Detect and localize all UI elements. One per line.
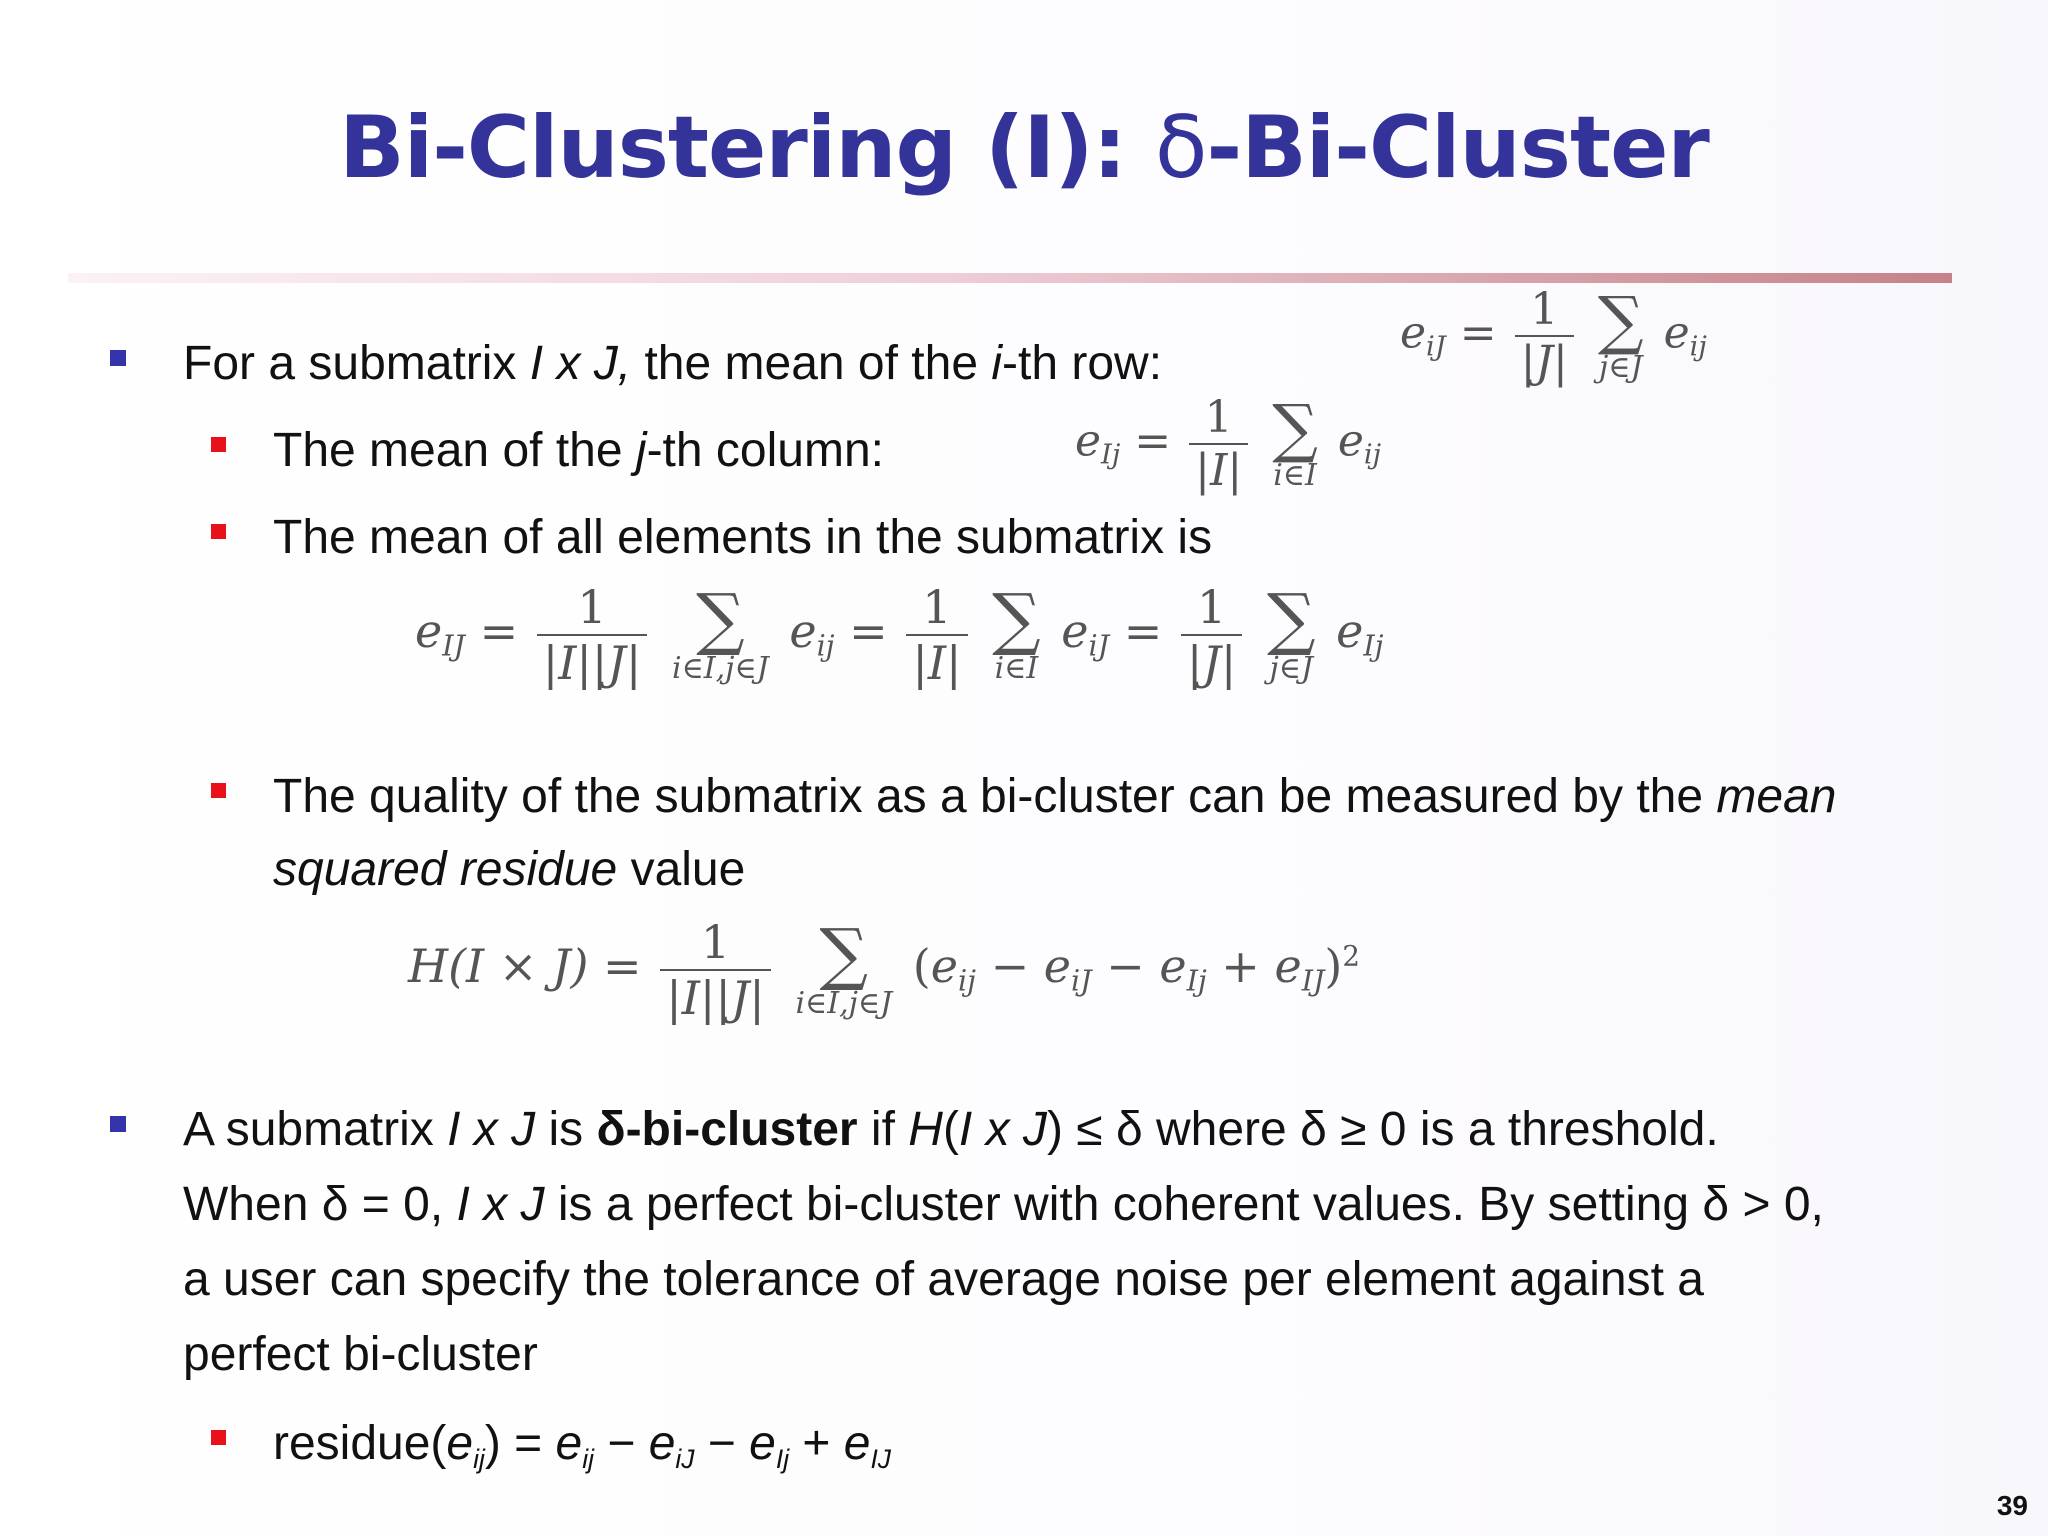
bullet-square-red	[211, 524, 226, 539]
bullet-square-blue	[110, 1116, 126, 1132]
bullet-delta-line3: a user can specify the tolerance of average noise per element against a	[183, 1253, 1704, 1306]
title-delta-symbol: δ	[1154, 98, 1207, 198]
bullet-delta-line4: perfect bi-cluster	[183, 1328, 538, 1381]
page-number: 39	[1996, 1490, 2028, 1521]
subbullet-quality-line2: squared residue value	[273, 843, 746, 896]
subbullet-residue: residue(eij) = eij − eiJ − eIj + eIJ	[273, 1417, 891, 1475]
title-text: Bi-Clustering (I):	[339, 98, 1155, 198]
formula-column-mean: $e_{Ij}$ = $\frac{1}{|I|}$ ∑ i∈I $e_{ij}$	[1075, 392, 1382, 496]
bullet-square-blue	[110, 350, 126, 366]
bullet-row-mean: For a submatrix I x J, the mean of the i-th row:	[183, 337, 1163, 390]
subbullet-column-mean: The mean of the j-th column:	[273, 424, 884, 477]
title-divider	[68, 273, 1952, 283]
formula-mean-squared-residue: H(I × J) = $\frac{1}{|I||J|}$ ∑ i∈I,j∈J $(e_{ij} - e_{iJ} - e_{Ij} + e_{IJ})^2$	[408, 915, 1360, 1025]
slide-title	[0, 98, 2048, 198]
bullet-delta-line2: When δ = 0, I x J is a perfect bi-cluster with coherent values. By setting δ > 0,	[183, 1178, 1824, 1231]
formula-all-mean: $e_{IJ}$ = $\frac{1}{|I||J|}$ ∑ i∈I,j∈J $e_{ij}$ = $\frac{1}{|I|}$ ∑ i∈I $e_{iJ}$ = $\frac{1}{|J|}$ ∑ j∈J $e_{Ij}$	[415, 580, 1384, 690]
bullet-square-red	[211, 437, 226, 452]
subbullet-quality-line1: The quality of the submatrix as a bi-cluster can be measured by the mean	[273, 770, 1837, 823]
formula-row-mean: $e_{iJ}$ = $\frac{1}{|J|}$ ∑ j∈J $e_{ij}$	[1400, 284, 1707, 388]
bullet-square-red	[211, 783, 226, 798]
subbullet-all-mean: The mean of all elements in the submatrix is	[273, 511, 1213, 564]
bullet-delta-line1: A submatrix I x J is δ-bi-cluster if H(I x J) ≤ δ where δ ≥ 0 is a threshold.	[183, 1103, 1719, 1156]
bullet-square-red	[211, 1430, 226, 1445]
title-text-rest: -Bi-Cluster	[1206, 98, 1709, 198]
